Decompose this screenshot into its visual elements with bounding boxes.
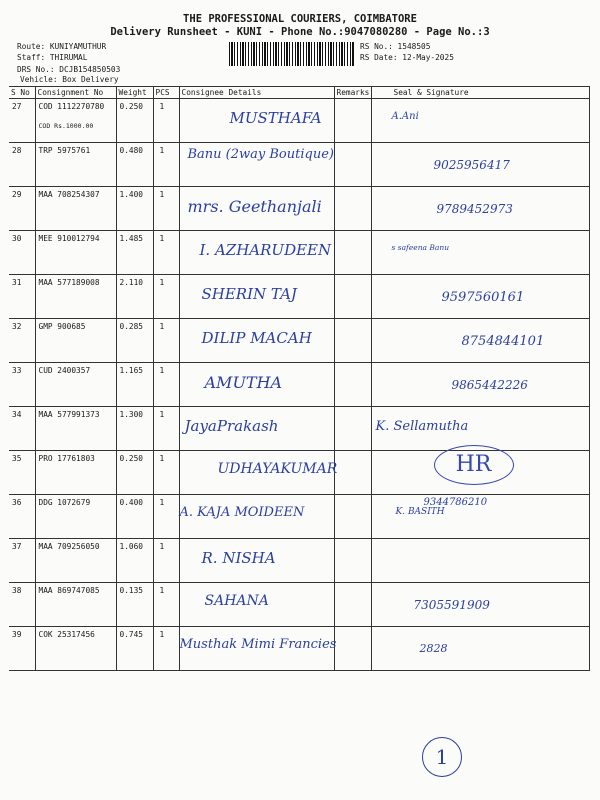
col-consignment: Consignment No [35, 87, 116, 99]
rs-number: RS No.: 1548505 [360, 42, 431, 51]
consignment-number: DDG 1072679 [38, 498, 91, 507]
barcode [229, 42, 354, 66]
consignee-cell [179, 231, 334, 275]
runsheet-table [9, 86, 590, 671]
serial-number: 30 [9, 231, 35, 275]
consignee-cell [179, 627, 337, 671]
serial-number: 37 [9, 539, 35, 583]
table-row [9, 99, 589, 143]
consignment-number: MAA 869747085 [38, 586, 100, 595]
table-row [9, 231, 589, 275]
consignment-number: PRO 17761803 [38, 454, 95, 463]
signature-cell [371, 143, 589, 187]
pieces: 1 [153, 451, 179, 495]
table-row [9, 495, 589, 539]
consignment-number: COK 25317456 [38, 630, 95, 639]
remarks [334, 143, 371, 187]
page-mark: 1 [422, 737, 462, 777]
weight: 0.400 [116, 495, 153, 539]
consignee-handwriting: Musthak Mimi Francies [179, 637, 337, 652]
vehicle-label: Vehicle: Box Delivery [20, 75, 119, 84]
weight: 2.110 [116, 275, 153, 319]
consignee-handwriting: R. NISHA [201, 549, 276, 567]
consignment-cell [35, 363, 116, 407]
weight: 0.480 [116, 143, 153, 187]
table-row [9, 539, 589, 583]
remarks [334, 539, 371, 583]
phone-handwriting: 9344786210 [423, 497, 488, 508]
pieces: 1 [153, 407, 179, 451]
consignment-cell [35, 495, 116, 539]
table-row [9, 187, 589, 231]
signature-cell [371, 407, 589, 451]
weight: 1.165 [116, 363, 153, 407]
consignee-handwriting: MUSTHAFA [229, 109, 322, 127]
serial-number: 38 [9, 583, 35, 627]
consignment-cell [35, 99, 116, 143]
col-consignee: Consignee Details [179, 87, 334, 99]
phone-handwriting: 9025956417 [433, 158, 510, 172]
rs-date: RS Date: 12-May-2025 [360, 53, 454, 62]
serial-number: 29 [9, 187, 35, 231]
consignee-cell [179, 407, 334, 451]
remarks [334, 319, 371, 363]
consignment-number: MEE 910012794 [38, 234, 100, 243]
phone-handwriting: 9789452973 [436, 202, 513, 216]
signature-cell [371, 363, 589, 407]
consignee-cell [179, 495, 334, 539]
consignee-cell [179, 187, 334, 231]
drs-number: DRS No.: DCJB154850503 [17, 65, 121, 74]
consignee-handwriting: UDHAYAKUMAR [217, 461, 338, 477]
runsheet-title: THE PROFESSIONAL COURIERS, COIMBATORE [183, 13, 417, 25]
col-remarks: Remarks [334, 87, 371, 99]
col-weight: Weight [116, 87, 153, 99]
consignment-cell [35, 627, 116, 671]
consignee-handwriting: AMUTHA [204, 373, 283, 392]
serial-number: 31 [9, 275, 35, 319]
consignee-cell [179, 539, 334, 583]
serial-number: 35 [9, 451, 35, 495]
consignee-handwriting: SHERIN TAJ [201, 285, 297, 303]
serial-number: 28 [9, 143, 35, 187]
weight: 0.745 [116, 627, 153, 671]
consignment-cell [35, 407, 116, 451]
table-row [9, 143, 589, 187]
weight: 1.300 [116, 407, 153, 451]
pieces: 1 [153, 231, 179, 275]
signature-cell [371, 187, 589, 231]
consignee-handwriting: mrs. Geethanjali [187, 197, 322, 216]
table-row [9, 451, 589, 495]
consignee-handwriting: DILIP MACAH [201, 329, 312, 347]
signature-cell [371, 539, 589, 583]
signature-cell [371, 275, 589, 319]
weight: 1.485 [116, 231, 153, 275]
signature-cell [371, 627, 589, 671]
consignment-cell [35, 187, 116, 231]
table-row [9, 363, 589, 407]
runsheet-subtitle: Delivery Runsheet - KUNI - Phone No.:9047080280 - Page No.:3 [110, 26, 490, 38]
table-row [9, 407, 589, 451]
phone-handwriting: 2828 [419, 642, 448, 655]
consignment-cell [35, 451, 116, 495]
consignee-cell [179, 363, 334, 407]
table-row [9, 627, 589, 671]
pieces: 1 [153, 363, 179, 407]
remarks [334, 231, 371, 275]
remarks [334, 275, 371, 319]
table-row [9, 583, 589, 627]
col-sno: S No [9, 87, 35, 99]
signature-handwriting: s safeena Banu [391, 243, 450, 252]
weight: 0.285 [116, 319, 153, 363]
signature-handwriting: K. Sellamutha [375, 419, 469, 434]
weight: 1.060 [116, 539, 153, 583]
weight: 1.400 [116, 187, 153, 231]
consignment-number: MAA 577991373 [38, 410, 100, 419]
signature-cell [371, 583, 589, 627]
consignee-cell [179, 99, 334, 143]
consignment-cell [35, 231, 116, 275]
consignee-cell [179, 275, 334, 319]
table-header-row [9, 87, 589, 99]
pieces: 1 [153, 99, 179, 143]
phone-handwriting: 9865442226 [451, 378, 528, 392]
consignment-cell [35, 583, 116, 627]
consignee-handwriting: Banu (2way Boutique) [187, 147, 334, 162]
col-pcs: PCS [153, 87, 179, 99]
weight: 0.250 [116, 451, 153, 495]
serial-number: 36 [9, 495, 35, 539]
seal-stamp: HR [434, 445, 514, 485]
remarks [334, 187, 371, 231]
signature-cell [371, 99, 589, 143]
consignment-number: COD 1112270780 [38, 102, 105, 111]
route-label: Route: KUNIYAMUTHUR [17, 42, 107, 51]
remarks [334, 99, 371, 143]
pieces: 1 [153, 539, 179, 583]
cod-amount: COD Rs.1000.00 [38, 122, 94, 130]
weight: 0.135 [116, 583, 153, 627]
signature-cell [371, 319, 589, 363]
consignee-handwriting: SAHANA [204, 593, 269, 609]
remarks [334, 451, 371, 495]
remarks [334, 583, 371, 627]
serial-number: 32 [9, 319, 35, 363]
consignment-cell [35, 143, 116, 187]
consignment-cell [35, 319, 116, 363]
serial-number: 39 [9, 627, 35, 671]
signature-handwriting: A.Ani [391, 111, 419, 122]
signature-handwriting: K. BASITH [395, 507, 445, 517]
consignee-handwriting: I. AZHARUDEEN [199, 241, 332, 259]
pieces: 1 [153, 583, 179, 627]
pieces: 1 [153, 627, 179, 671]
consignee-cell [179, 583, 334, 627]
consignee-cell [179, 451, 338, 495]
table-row [9, 319, 589, 363]
consignee-cell [179, 143, 334, 187]
staff-label: Staff: THIRUMAL [17, 53, 88, 62]
pieces: 1 [153, 495, 179, 539]
signature-cell [371, 495, 589, 539]
consignment-number: MAA 577189008 [38, 278, 100, 287]
pieces: 1 [153, 275, 179, 319]
remarks [334, 627, 371, 671]
signature-cell [371, 451, 589, 495]
serial-number: 34 [9, 407, 35, 451]
consignment-number: GMP 900685 [38, 322, 86, 331]
col-signature: Seal & Signature [371, 87, 589, 99]
remarks [334, 363, 371, 407]
serial-number: 33 [9, 363, 35, 407]
weight: 0.250 [116, 99, 153, 143]
consignee-handwriting: A. KAJA MOIDEEN [179, 505, 305, 520]
consignment-number: MAA 709256050 [38, 542, 100, 551]
consignment-cell [35, 275, 116, 319]
consignee-handwriting: JayaPrakash [184, 417, 279, 435]
consignment-cell [35, 539, 116, 583]
consignment-number: CUD 2400357 [38, 366, 91, 375]
pieces: 1 [153, 319, 179, 363]
remarks [334, 407, 371, 451]
table-row [9, 275, 589, 319]
consignee-cell [179, 319, 334, 363]
serial-number: 27 [9, 99, 35, 143]
phone-handwriting: 8754844101 [461, 334, 545, 349]
remarks [334, 495, 371, 539]
phone-handwriting: 9597560161 [441, 290, 525, 305]
signature-cell [371, 231, 589, 275]
phone-handwriting: 7305591909 [413, 598, 490, 612]
pieces: 1 [153, 143, 179, 187]
consignment-number: TRP 5975761 [38, 146, 91, 155]
pieces: 1 [153, 187, 179, 231]
consignment-number: MAA 708254307 [38, 190, 100, 199]
